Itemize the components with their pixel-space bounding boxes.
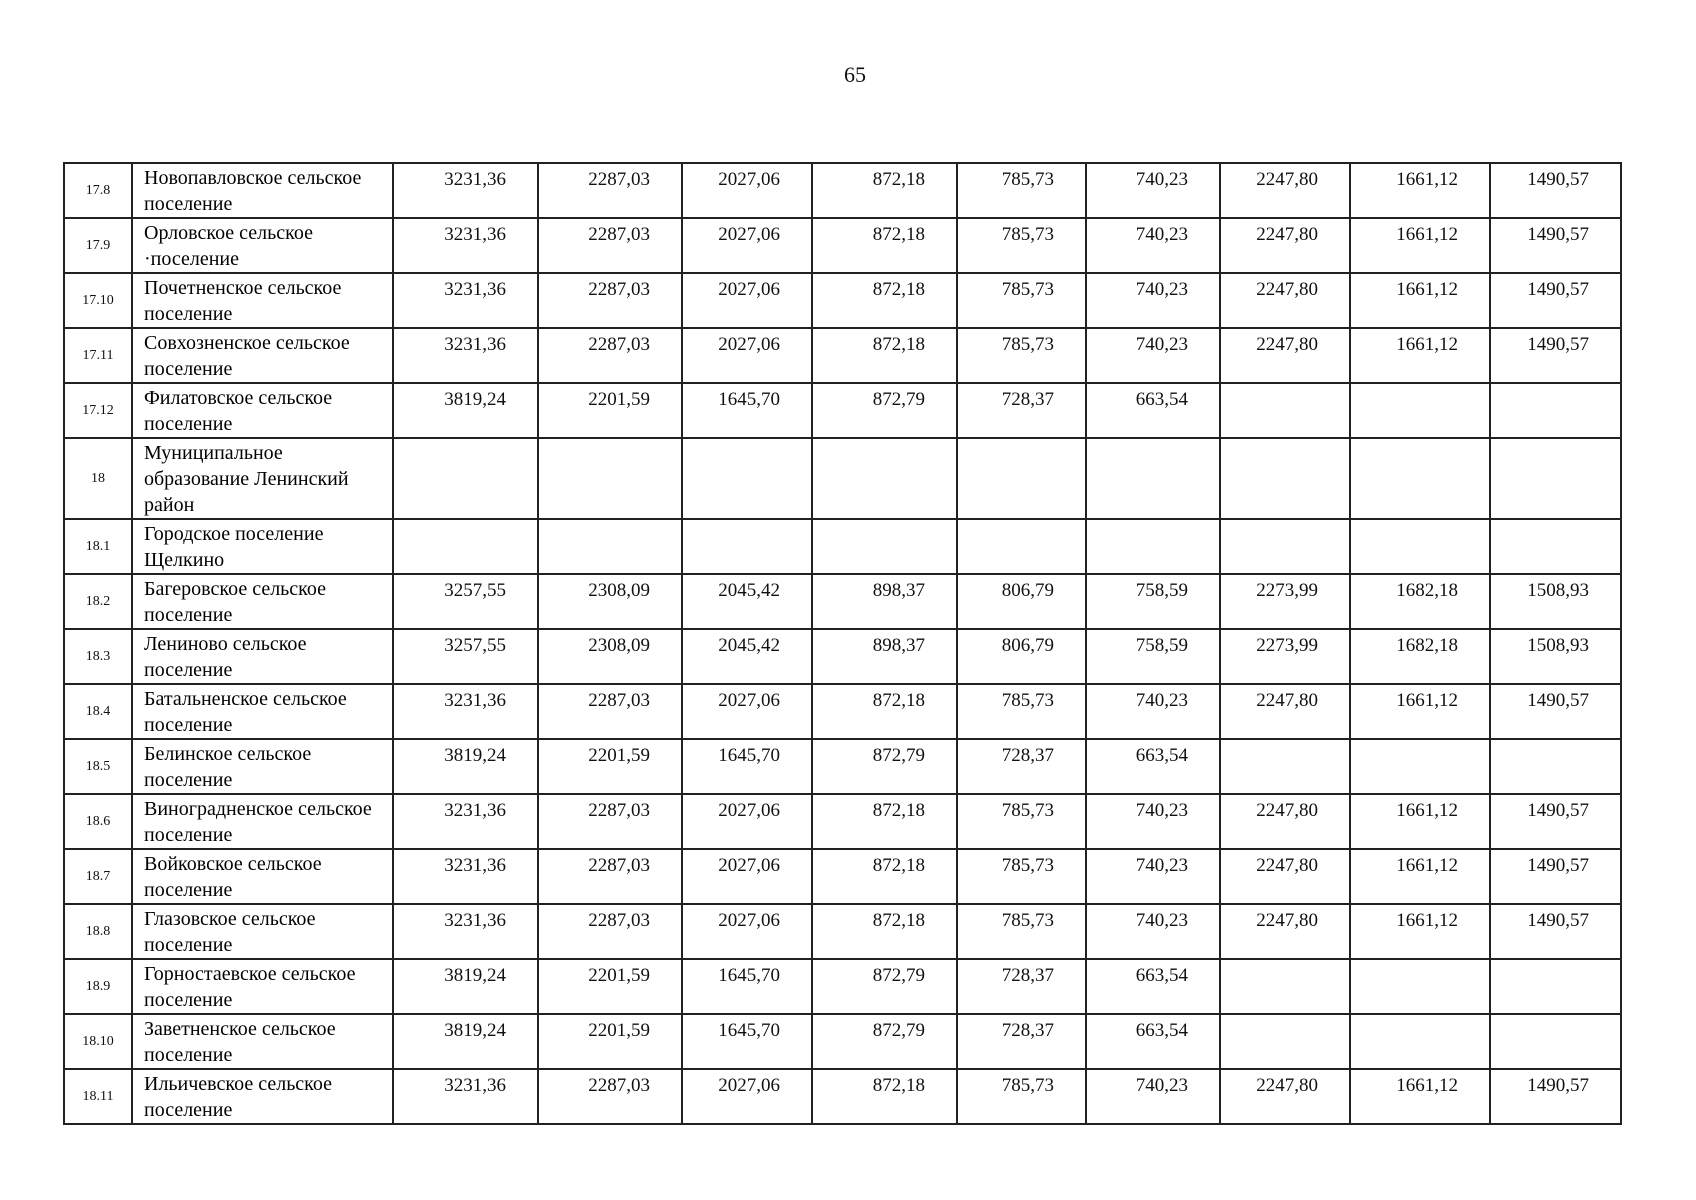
value-cell: 3257,55 [393,629,538,684]
value-cell [1220,959,1350,1014]
table-row [64,163,1621,218]
value-cell: 2247,80 [1220,218,1350,273]
table-row [64,794,1621,849]
settlement-name: Почетненское сельское поселение [132,273,393,328]
table-row [64,328,1621,383]
value-cell: 1661,12 [1350,218,1490,273]
value-cell: 2027,06 [682,849,812,904]
value-cell: 1490,57 [1490,849,1621,904]
value-cell [1220,519,1350,574]
settlement-name: Багеровское сельское поселение [132,574,393,629]
value-cell: 2247,80 [1220,163,1350,218]
row-number: 18 [64,438,132,519]
value-cell: 3819,24 [393,1014,538,1069]
settlement-name: Совхозненское сельское поселение [132,328,393,383]
value-cell: 898,37 [812,574,957,629]
value-cell: 2247,80 [1220,328,1350,383]
value-cell: 2247,80 [1220,904,1350,959]
row-number: 17.8 [64,163,132,218]
value-cell [1490,438,1621,519]
value-cell [1490,519,1621,574]
price-table [63,162,1622,1125]
value-cell: 728,37 [957,1014,1086,1069]
value-cell: 2273,99 [1220,574,1350,629]
value-cell: 872,79 [812,383,957,438]
value-cell: 872,18 [812,1069,957,1124]
table-row [64,629,1621,684]
value-cell: 758,59 [1086,574,1220,629]
value-cell [812,438,957,519]
value-cell: 2201,59 [538,959,682,1014]
value-cell: 728,37 [957,383,1086,438]
value-cell: 2308,09 [538,629,682,684]
value-cell: 740,23 [1086,218,1220,273]
value-cell: 1661,12 [1350,849,1490,904]
value-cell: 872,79 [812,1014,957,1069]
settlement-name: Новопавловское сельское поселение [132,163,393,218]
value-cell [393,519,538,574]
value-cell: 2027,06 [682,794,812,849]
row-number: 18.4 [64,684,132,739]
value-cell: 785,73 [957,849,1086,904]
value-cell: 785,73 [957,328,1086,383]
value-cell: 663,54 [1086,383,1220,438]
value-cell: 740,23 [1086,904,1220,959]
value-cell: 872,79 [812,739,957,794]
value-cell: 1490,57 [1490,794,1621,849]
value-cell: 740,23 [1086,163,1220,218]
value-cell: 2027,06 [682,218,812,273]
settlement-name: Горностаевское сельское поселение [132,959,393,1014]
value-cell: 2027,06 [682,163,812,218]
value-cell [812,519,957,574]
value-cell: 3231,36 [393,218,538,273]
settlement-name: Заветненское сельское поселение [132,1014,393,1069]
value-cell: 785,73 [957,218,1086,273]
value-cell: 3231,36 [393,794,538,849]
value-cell: 2287,03 [538,328,682,383]
value-cell: 2287,03 [538,849,682,904]
value-cell: 740,23 [1086,273,1220,328]
value-cell [1490,959,1621,1014]
value-cell: 1661,12 [1350,904,1490,959]
value-cell [1350,959,1490,1014]
value-cell [1490,383,1621,438]
value-cell: 3231,36 [393,1069,538,1124]
value-cell: 1490,57 [1490,328,1621,383]
value-cell: 872,18 [812,328,957,383]
value-cell: 2287,03 [538,684,682,739]
value-cell: 872,79 [812,959,957,1014]
value-cell [957,438,1086,519]
value-cell: 785,73 [957,163,1086,218]
value-cell: 663,54 [1086,739,1220,794]
value-cell: 2273,99 [1220,629,1350,684]
value-cell: 872,18 [812,273,957,328]
settlement-name: Глазовское сельское поселение [132,904,393,959]
value-cell: 1661,12 [1350,1069,1490,1124]
value-cell: 1490,57 [1490,218,1621,273]
row-number: 17.11 [64,328,132,383]
value-cell: 1661,12 [1350,328,1490,383]
value-cell: 2247,80 [1220,1069,1350,1124]
value-cell: 1490,57 [1490,163,1621,218]
value-cell: 3231,36 [393,328,538,383]
value-cell: 1645,70 [682,739,812,794]
value-cell [1220,1014,1350,1069]
table-row [64,959,1621,1014]
settlement-name: Филатовское сельское поселение [132,383,393,438]
value-cell: 785,73 [957,684,1086,739]
row-number: 17.9 [64,218,132,273]
settlement-name: Лениново сельское поселение [132,629,393,684]
value-cell: 2027,06 [682,1069,812,1124]
value-cell: 2027,06 [682,328,812,383]
value-cell: 2287,03 [538,218,682,273]
value-cell [538,519,682,574]
value-cell: 2045,42 [682,629,812,684]
value-cell [538,438,682,519]
value-cell [682,438,812,519]
settlement-name: Городское поселение Щелкино [132,519,393,574]
value-cell: 1508,93 [1490,574,1621,629]
value-cell: 740,23 [1086,328,1220,383]
table-row [64,1014,1621,1069]
value-cell [682,519,812,574]
value-cell: 1490,57 [1490,1069,1621,1124]
value-cell: 806,79 [957,629,1086,684]
value-cell: 1682,18 [1350,574,1490,629]
value-cell: 785,73 [957,904,1086,959]
value-cell: 758,59 [1086,629,1220,684]
table-row [64,218,1621,273]
value-cell [1220,739,1350,794]
table-row [64,739,1621,794]
row-number: 18.6 [64,794,132,849]
row-number: 18.11 [64,1069,132,1124]
settlement-name: Войковское сельское поселение [132,849,393,904]
value-cell: 3231,36 [393,904,538,959]
value-cell: 1490,57 [1490,904,1621,959]
table-row [64,849,1621,904]
value-cell [1220,383,1350,438]
settlement-name: Виноградненское сельское поселение [132,794,393,849]
value-cell: 898,37 [812,629,957,684]
row-number: 18.1 [64,519,132,574]
value-cell: 785,73 [957,1069,1086,1124]
value-cell: 1645,70 [682,959,812,1014]
value-cell: 872,18 [812,684,957,739]
value-cell: 3231,36 [393,163,538,218]
value-cell: 1661,12 [1350,273,1490,328]
value-cell: 872,18 [812,904,957,959]
value-cell: 2201,59 [538,383,682,438]
value-cell: 1661,12 [1350,794,1490,849]
value-cell: 1490,57 [1490,684,1621,739]
value-cell: 872,18 [812,794,957,849]
row-number: 18.2 [64,574,132,629]
value-cell: 740,23 [1086,849,1220,904]
value-cell: 663,54 [1086,1014,1220,1069]
value-cell: 2287,03 [538,794,682,849]
value-cell: 1661,12 [1350,163,1490,218]
value-cell: 2201,59 [538,739,682,794]
row-number: 17.12 [64,383,132,438]
table-row [64,273,1621,328]
row-number: 18.10 [64,1014,132,1069]
value-cell [393,438,538,519]
row-number: 18.5 [64,739,132,794]
row-number: 18.3 [64,629,132,684]
value-cell: 2027,06 [682,273,812,328]
row-number: 17.10 [64,273,132,328]
table-row [64,519,1621,574]
value-cell: 872,18 [812,163,957,218]
value-cell: 1490,57 [1490,273,1621,328]
table-row [64,904,1621,959]
value-cell [1490,739,1621,794]
table-row [64,438,1621,519]
value-cell [1350,519,1490,574]
value-cell [1350,739,1490,794]
value-cell: 3231,36 [393,273,538,328]
value-cell [1350,1014,1490,1069]
value-cell: 2287,03 [538,904,682,959]
value-cell: 2247,80 [1220,794,1350,849]
row-number: 18.8 [64,904,132,959]
value-cell [1086,519,1220,574]
value-cell: 2247,80 [1220,684,1350,739]
value-cell: 1645,70 [682,1014,812,1069]
value-cell: 872,18 [812,849,957,904]
settlement-name: Орловское сельское ·поселение [132,218,393,273]
value-cell: 2045,42 [682,574,812,629]
table-row [64,383,1621,438]
value-cell: 663,54 [1086,959,1220,1014]
value-cell: 2027,06 [682,904,812,959]
page-number: 65 [844,62,866,87]
value-cell: 1661,12 [1350,684,1490,739]
value-cell: 3819,24 [393,739,538,794]
value-cell [1220,438,1350,519]
value-cell: 728,37 [957,959,1086,1014]
row-number: 18.9 [64,959,132,1014]
table-row [64,1069,1621,1124]
value-cell: 2247,80 [1220,849,1350,904]
value-cell: 806,79 [957,574,1086,629]
value-cell: 3231,36 [393,849,538,904]
table-row [64,684,1621,739]
value-cell: 3819,24 [393,959,538,1014]
value-cell: 3257,55 [393,574,538,629]
settlement-name: Батальненское сельское поселение [132,684,393,739]
value-cell [1350,438,1490,519]
value-cell: 1645,70 [682,383,812,438]
value-cell: 740,23 [1086,684,1220,739]
row-number: 18.7 [64,849,132,904]
value-cell: 728,37 [957,739,1086,794]
value-cell: 872,18 [812,218,957,273]
value-cell: 740,23 [1086,794,1220,849]
value-cell [1490,1014,1621,1069]
value-cell: 1508,93 [1490,629,1621,684]
value-cell: 2287,03 [538,163,682,218]
value-cell: 2287,03 [538,273,682,328]
value-cell: 3819,24 [393,383,538,438]
value-cell: 785,73 [957,794,1086,849]
value-cell [1350,383,1490,438]
value-cell: 2287,03 [538,1069,682,1124]
value-cell [957,519,1086,574]
value-cell: 2308,09 [538,574,682,629]
settlement-name: Ильичевское сельское поселение [132,1069,393,1124]
value-cell [1086,438,1220,519]
table-body [64,163,1621,1124]
value-cell: 2027,06 [682,684,812,739]
value-cell: 2201,59 [538,1014,682,1069]
value-cell: 3231,36 [393,684,538,739]
value-cell: 740,23 [1086,1069,1220,1124]
settlement-name: Белинское сельское поселение [132,739,393,794]
value-cell: 2247,80 [1220,273,1350,328]
value-cell: 785,73 [957,273,1086,328]
value-cell: 1682,18 [1350,629,1490,684]
table-row [64,574,1621,629]
settlement-name: Муниципальное образование Ленинский район [132,438,393,519]
